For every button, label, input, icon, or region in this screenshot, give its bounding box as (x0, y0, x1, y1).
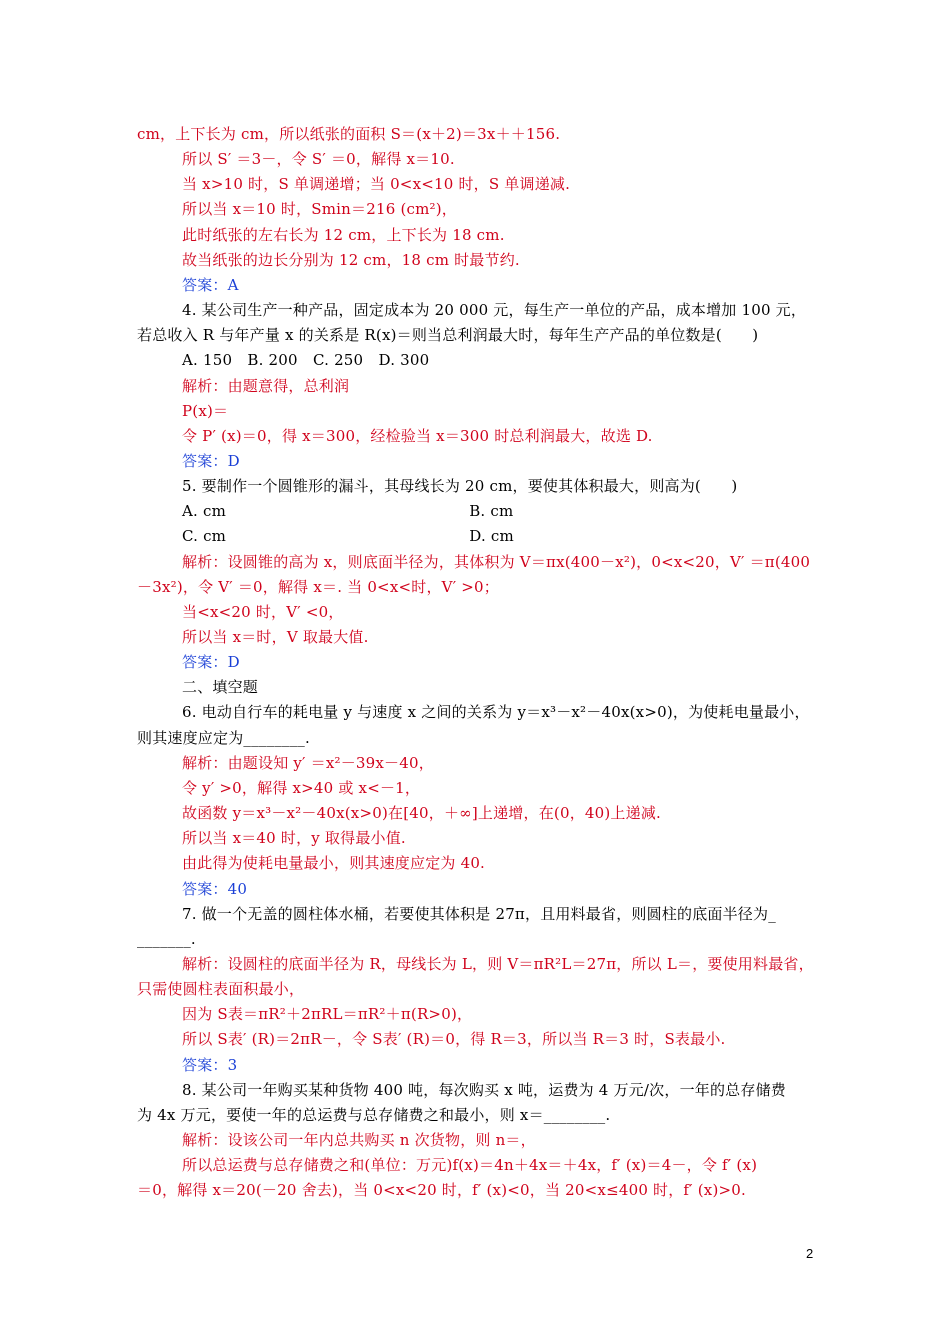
text-line: 所以 S表′ (R)＝2πR－，令 S表′ (R)＝0，得 R＝3，所以当 R＝3 时，S表最小. (182, 1030, 726, 1049)
text-line: 所以当 x＝时，V 取最大值. (182, 628, 369, 646)
text-line: 解析：设该公司一年内总共购买 n 次货物，则 n＝， (182, 1131, 536, 1149)
text-line: 由此得为使耗电量最小，则其速度应定为 40. (182, 854, 486, 873)
text-line: 所以当 x＝10 时，Smin＝216 (cm²)， (182, 200, 457, 219)
text-line: ＝0，解得 x＝20(－20 舍去)，当 0<x<20 时，f′ (x)<0，当 20<x≤400 时，f′ (x)>0. (137, 1181, 747, 1200)
text-line: －3x²)，令 V′ ＝0，解得 x＝. 当 0<x<时，V′ >0； (137, 577, 499, 596)
text-line: 解析：设圆锥的高为 x，则底面半径为，其体积为 V＝πx(400－x²)，0<x<20，V′ ＝π(400 (182, 552, 811, 571)
text-line: A. 150 B. 200 C. 250 D. 300 (182, 351, 430, 370)
text-line: _______. (137, 929, 196, 948)
text-line: C. cm D. cm (182, 527, 514, 546)
text-line: 7. 做一个无盖的圆柱体水桶，若要使其体积是 27π，且用料最省，则圆柱的底面半径为_ (182, 904, 776, 923)
text-line: cm，上下长为 cm，所以纸张的面积 S＝(x＋2)＝3x＋＋156. (137, 125, 561, 143)
text-line: 故当纸张的边长分别为 12 cm，18 cm 时最节约. (182, 250, 520, 269)
text-line: 则其速度应定为________. (137, 728, 310, 747)
text-line: 答案：40 (182, 879, 248, 898)
text-line: 当 x>10 时，S 单调递增；当 0<x<10 时，S 单调递减. (182, 175, 571, 194)
text-line: 令 y′ >0，解得 x>40 或 x<－1， (182, 778, 421, 797)
text-line: 只需使圆柱表面积最小， (137, 980, 305, 999)
text-line: 因为 S表＝πR²＋2πRL＝πR²＋π(R>0)， (182, 1005, 473, 1024)
text-line: 答案：D (182, 451, 240, 470)
text-line: 二、填空题 (182, 678, 259, 697)
text-line: 所以 S′ ＝3－，令 S′ ＝0，解得 x＝10. (182, 150, 455, 169)
text-line: P(x)＝ (182, 401, 229, 420)
text-line: 答案：D (182, 653, 240, 672)
text-line: 解析：设圆柱的底面半径为 R，母线长为 L，则 V＝πR²L＝27π，所以 L＝，要使用料最省， (182, 954, 814, 973)
text-line: 若总收入 R 与年产量 x 的关系是 R(x)＝则当总利润最大时，每年生产产品的单位数是( ) (137, 326, 759, 345)
text-line: 6. 电动自行车的耗电量 y 与速度 x 之间的关系为 y＝x³－x²－40x(x>0)，为使耗电量最小， (182, 703, 810, 722)
page-number: 2 (806, 1246, 814, 1261)
text-line: 8. 某公司一年购买某种货物 400 吨，每次购买 x 吨，运费为 4 万元/次，一年的总存储费 (182, 1080, 786, 1099)
text-line: 解析：由题设知 y′ ＝x²－39x－40， (182, 753, 434, 772)
text-line: 答案：3 (182, 1055, 238, 1074)
text-line: 令 P′ (x)＝0，得 x＝300，经检验当 x＝300 时总利润最大，故选 D. (182, 426, 653, 445)
text-line: 所以当 x＝40 时，y 取得最小值. (182, 829, 406, 848)
text-line: 解析：由题意得，总利润 (182, 376, 350, 395)
text-line: A. cm B. cm (182, 502, 514, 521)
text-line: 答案：A (182, 275, 239, 294)
text-line: 当<x<20 时，V′ <0， (182, 602, 344, 621)
text-line: 4. 某公司生产一种产品，固定成本为 20 000 元，每生产一单位的产品，成本增加 100 元， (182, 301, 807, 319)
text-line: 故函数 y＝x³－x²－40x(x>0)在[40，＋∞]上递增，在(0，40)上递减. (182, 804, 661, 822)
text-line: 为 4x 万元，要使一年的总运费与总存储费之和最小，则 x＝________. (137, 1105, 611, 1124)
text-line: 5. 要制作一个圆锥形的漏斗，其母线长为 20 cm，要使其体积最大，则高为( ) (182, 477, 738, 496)
text-line: 此时纸张的左右长为 12 cm，上下长为 18 cm. (182, 225, 505, 244)
text-line: 所以总运费与总存储费之和(单位：万元)f(x)＝4n＋4x＝＋4x，f′ (x)＝4－，令 f′ (x) (182, 1156, 758, 1175)
